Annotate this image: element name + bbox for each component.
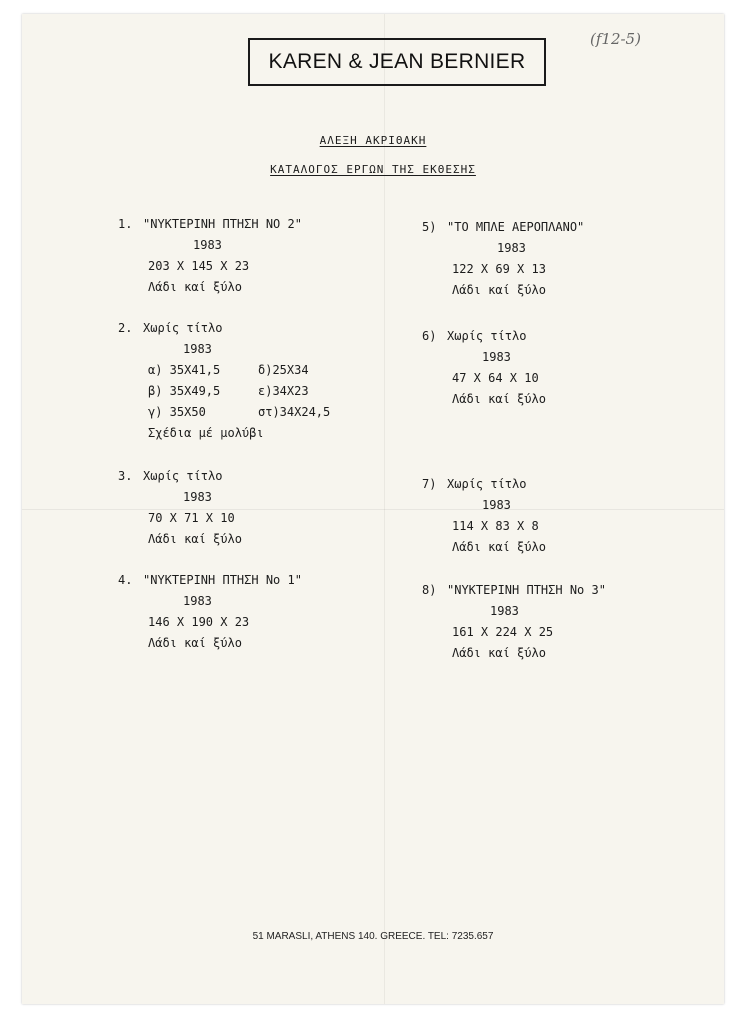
work-medium: Λάδι καί ξύλο: [452, 283, 546, 297]
sketch-size: β) 35Χ49,5: [148, 384, 221, 398]
work-year: 1983: [193, 238, 222, 252]
work-medium: Λάδι καί ξύλο: [148, 532, 242, 546]
work-year: 1983: [482, 498, 511, 512]
work-entry-6: [422, 326, 722, 410]
work-medium: Λάδι καί ξύλο: [148, 636, 242, 650]
work-dimensions: 114 Χ 83 Χ 8: [452, 519, 539, 533]
work-number: 3.: [118, 469, 133, 483]
work-number: 5): [422, 220, 437, 234]
work-medium: Λάδι καί ξύλο: [148, 280, 242, 294]
work-year: 1983: [183, 342, 212, 356]
work-dimensions: 161 Χ 224 Χ 25: [452, 625, 554, 639]
work-title: Χωρίς τίτλο: [447, 329, 527, 343]
work-title: "ΝΥΚΤΕΡΙΝΗ ΠΤΗΣΗ ΝΟ 2": [143, 217, 302, 231]
sketch-size: δ)25Χ34: [258, 363, 309, 377]
gallery-logo: KAREN & JEAN BERNIER: [248, 38, 546, 86]
work-entry-3: [118, 466, 418, 550]
work-entry-2: [118, 318, 418, 444]
catalog-title: ΚΑΤΑΛΟΓΟΣ ΕΡΓΩΝ ΤΗΣ ΕΚΘΕΣΗΣ: [270, 163, 476, 176]
work-year: 1983: [183, 594, 212, 608]
work-entry-5: [422, 217, 722, 301]
sketch-size: α) 35Χ41,5: [148, 363, 221, 377]
document-page: [22, 14, 724, 1004]
work-number: 2.: [118, 321, 133, 335]
sketch-size-row: [118, 360, 418, 381]
sketch-size-row: [118, 381, 418, 402]
work-year: 1983: [490, 604, 519, 618]
sketch-size: γ) 35Χ50: [148, 405, 206, 419]
work-title: "ΤΟ ΜΠΛΕ ΑΕΡΟΠΛΑΝΟ": [447, 220, 585, 234]
work-number: 1.: [118, 217, 133, 231]
gallery-address: 51 MARASLI, ATHENS 140. GREECE. TEL: 7235.657: [252, 931, 494, 942]
work-entry-8: [422, 580, 722, 664]
artist-title: ΑΛΕΞΗ ΑΚΡΙΘΑΚΗ: [319, 134, 427, 147]
work-dimensions: 146 Χ 190 Χ 23: [148, 615, 250, 629]
work-dimensions: 203 Χ 145 Χ 23: [148, 259, 250, 273]
sketch-size-row: [118, 402, 418, 423]
work-year: 1983: [497, 241, 526, 255]
work-year: 1983: [482, 350, 511, 364]
work-title: Χωρίς τίτλο: [447, 477, 527, 491]
work-title: Χωρίς τίτλο: [143, 321, 223, 335]
work-number: 8): [422, 583, 437, 597]
work-medium: Λάδι καί ξύλο: [452, 540, 546, 554]
work-entry-4: [118, 570, 418, 654]
work-title: Χωρίς τίτλο: [143, 469, 223, 483]
work-number: 6): [422, 329, 437, 343]
work-entry-7: [422, 474, 722, 558]
sketch-size: ε)34Χ23: [258, 384, 309, 398]
work-medium: Σχέδια μέ μολύβι: [148, 426, 264, 440]
work-number: 7): [422, 477, 437, 491]
work-medium: Λάδι καί ξύλο: [452, 646, 546, 660]
work-title: "ΝΥΚΤΕΡΙΝΗ ΠΤΗΣΗ Νο 3": [447, 583, 606, 597]
work-dimensions: 122 Χ 69 Χ 13: [452, 262, 546, 276]
work-number: 4.: [118, 573, 133, 587]
sketch-size: στ)34Χ24,5: [258, 405, 331, 419]
work-title: "ΝΥΚΤΕΡΙΝΗ ΠΤΗΣΗ Νο 1": [143, 573, 302, 587]
work-dimensions: 70 Χ 71 Χ 10: [148, 511, 235, 525]
work-medium: Λάδι καί ξύλο: [452, 392, 546, 406]
handwritten-annotation: (f12-5): [590, 30, 641, 48]
work-entry-1: [118, 214, 418, 298]
work-dimensions: 47 Χ 64 Χ 10: [452, 371, 539, 385]
work-year: 1983: [183, 490, 212, 504]
